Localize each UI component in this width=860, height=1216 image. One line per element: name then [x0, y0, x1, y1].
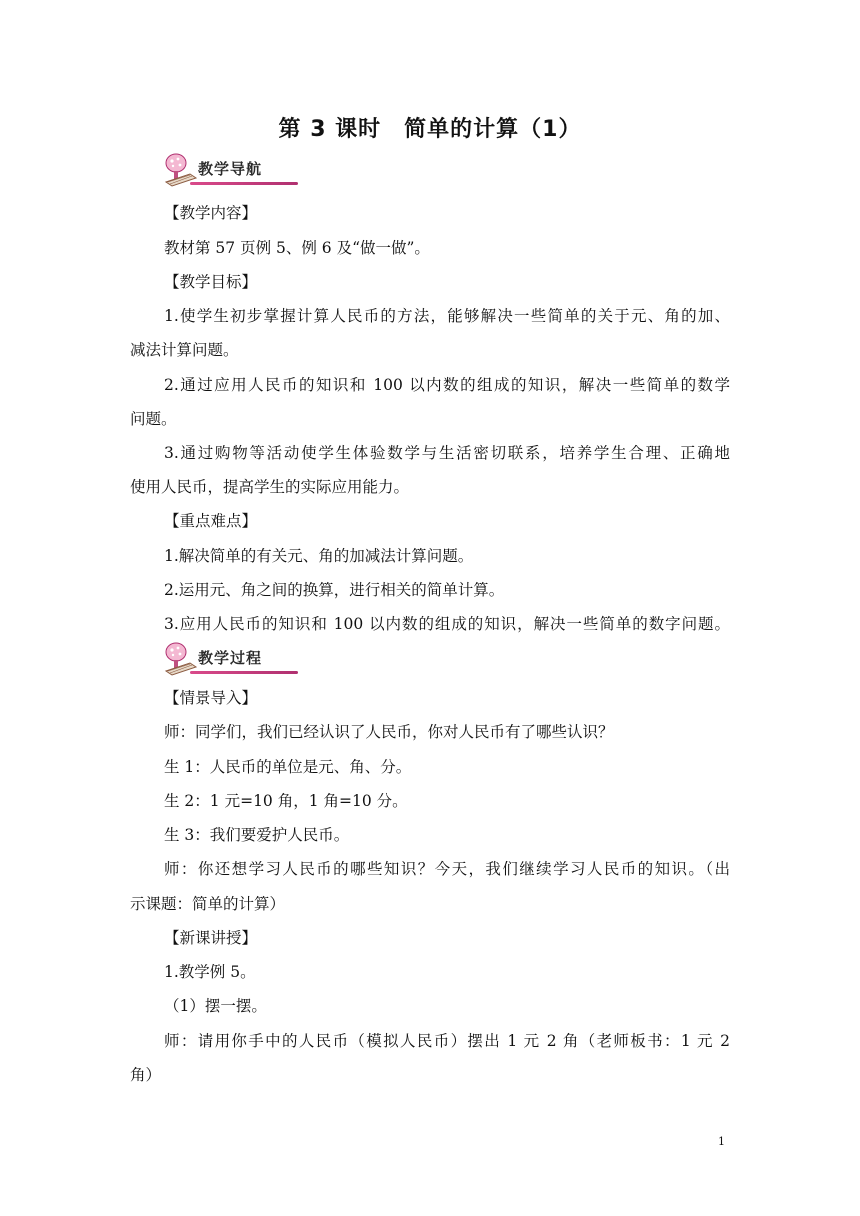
- text-line: 角）: [130, 1066, 162, 1084]
- text-line: 问题。: [130, 410, 177, 428]
- text-line: 【重点难点】: [164, 512, 258, 530]
- text-line: 生 1：人民币的单位是元、角、分。: [164, 758, 412, 776]
- text-line: 示课题：简单的计算）: [130, 895, 286, 913]
- text-line: （1）摆一摆。: [164, 997, 267, 1015]
- text-line: 3.通过购物等活动使学生体验数学与生活密切联系，培养学生合理、正确地: [164, 444, 730, 462]
- banner-underline: [190, 182, 298, 185]
- text-line: 【情景导入】: [164, 689, 258, 707]
- lesson-title: 第 3 课时 简单的计算（1）: [278, 117, 582, 142]
- text-line: 使用人民币，提高学生的实际应用能力。: [130, 478, 410, 496]
- section-banner-teaching-process: [160, 641, 300, 677]
- banner-underline: [190, 671, 298, 674]
- text-line: 师：同学们，我们已经认识了人民币，你对人民币有了哪些认识？: [164, 723, 614, 741]
- text-line: 【教学内容】: [164, 204, 258, 222]
- text-line: 2.通过应用人民币的知识和 100 以内数的组成的知识，解决一些简单的数学: [164, 376, 730, 394]
- banner-label: 教学导航: [198, 160, 263, 178]
- text-line: 师：你还想学习人民币的哪些知识？今天，我们继续学习人民币的知识。（出: [164, 860, 730, 878]
- text-line: 教材第 57 页例 5、例 6 及“做一做”。: [164, 239, 430, 257]
- text-line: 减法计算问题。: [130, 341, 239, 359]
- text-line: 2.运用元、角之间的换算，进行相关的简单计算。: [164, 581, 505, 599]
- text-line: 生 2：1 元=10 角，1 角=10 分。: [164, 792, 408, 810]
- text-line: 生 3：我们要爱护人民币。: [164, 826, 350, 844]
- section-banner-teaching-guide: [160, 152, 300, 188]
- text-line: 1.解决简单的有关元、角的加减法计算问题。: [164, 547, 474, 565]
- text-line: 1.教学例 5。: [164, 963, 256, 981]
- text-line: 【教学目标】: [164, 273, 258, 291]
- banner-label: 教学过程: [198, 649, 263, 667]
- page-number: 1: [718, 1135, 725, 1148]
- text-line: 3.应用人民币的知识和 100 以内数的组成的知识，解决一些简单的数字问题。: [164, 615, 730, 633]
- text-line: 【新课讲授】: [164, 929, 258, 947]
- text-line: 师：请用你手中的人民币（模拟人民币）摆出 1 元 2 角（老师板书：1 元 2: [164, 1032, 730, 1050]
- text-line: 1.使学生初步掌握计算人民币的方法，能够解决一些简单的关于元、角的加、: [164, 307, 730, 325]
